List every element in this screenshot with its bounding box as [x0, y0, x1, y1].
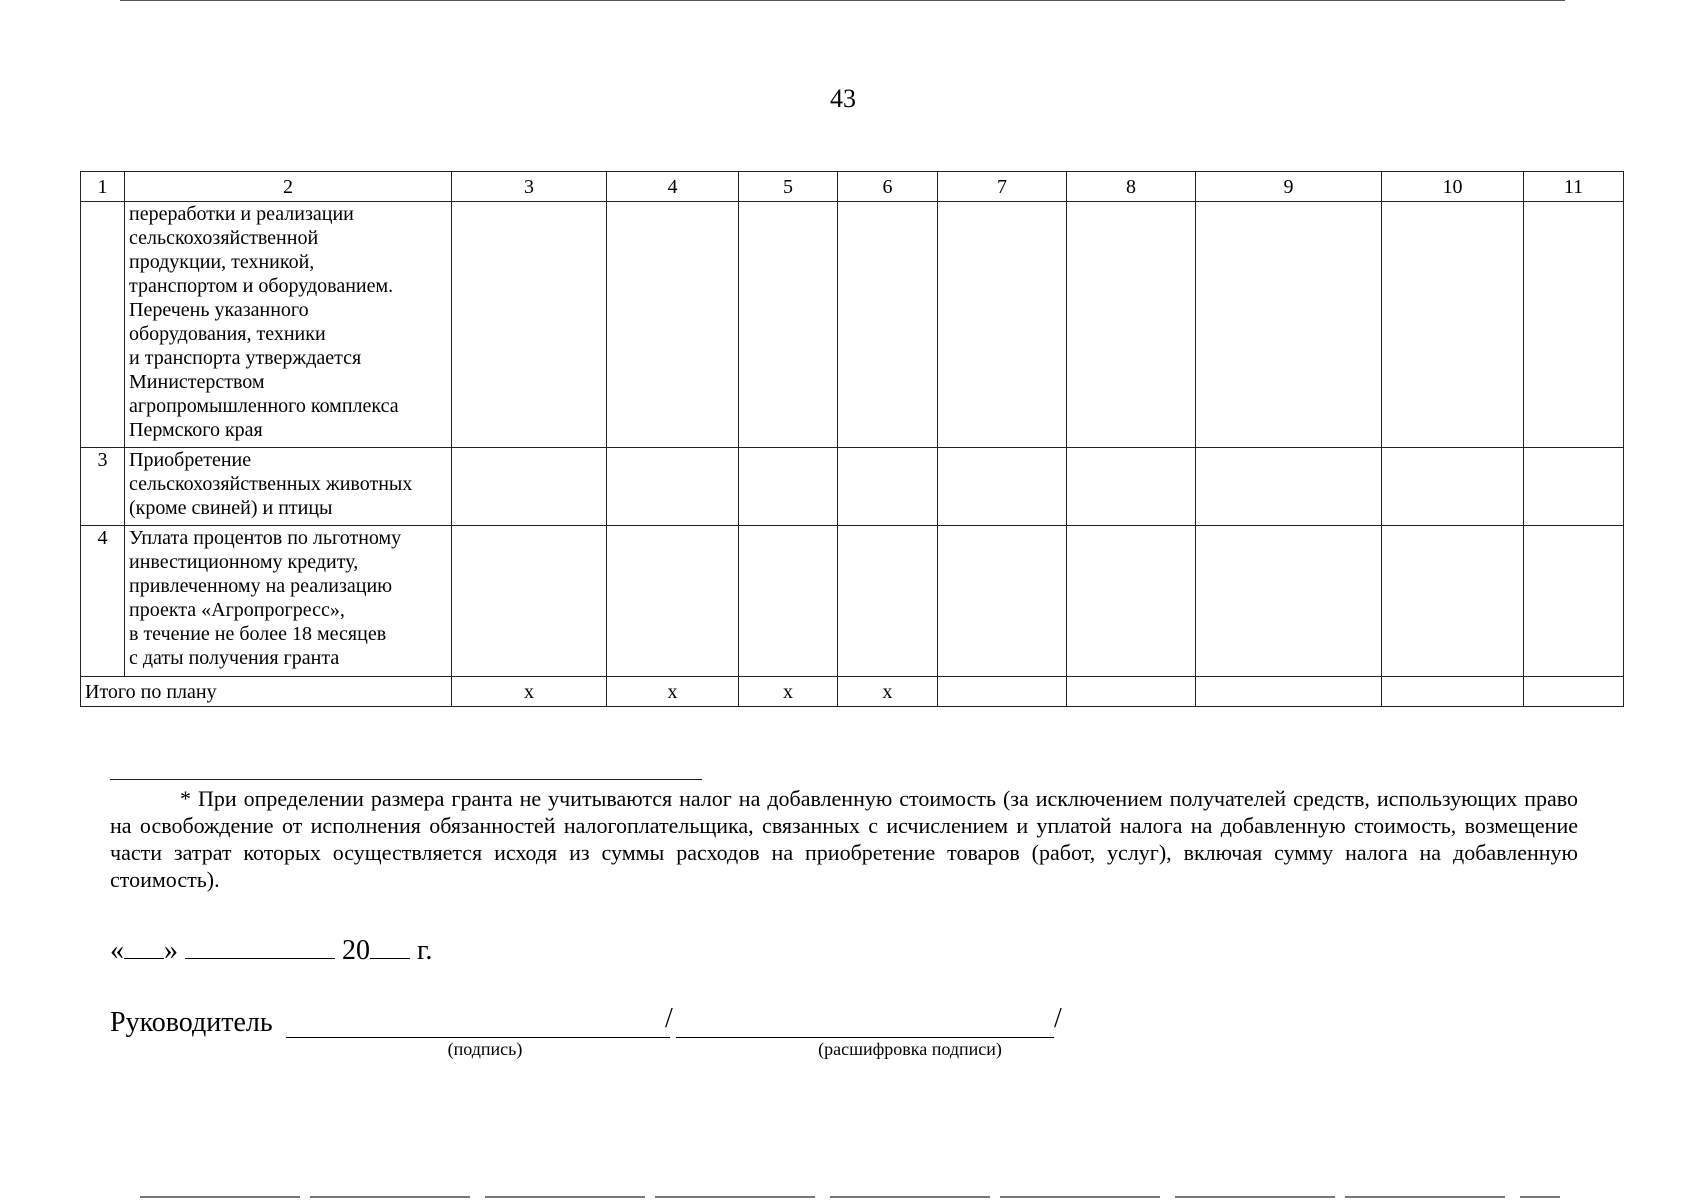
table-cell — [1067, 202, 1196, 448]
table-cell — [607, 202, 739, 448]
footnote-separator — [110, 779, 702, 780]
close-quote: » — [164, 935, 178, 966]
table-cell — [1524, 448, 1624, 526]
table-cell — [1382, 526, 1524, 677]
table-cell — [607, 526, 739, 677]
column-number: 9 — [1196, 172, 1382, 202]
table-cell — [1382, 677, 1524, 707]
table-cell — [739, 448, 838, 526]
table-cell — [1067, 526, 1196, 677]
not-applicable-mark: x — [838, 677, 938, 707]
signature-decode-line — [676, 1037, 1054, 1038]
table-cell — [607, 448, 739, 526]
not-applicable-mark: x — [452, 677, 607, 707]
table-cell — [739, 202, 838, 448]
table-row — [81, 448, 1624, 526]
column-number-row — [81, 172, 1624, 202]
row-number — [81, 202, 125, 448]
table-cell — [938, 202, 1067, 448]
column-number: 3 — [452, 172, 607, 202]
table-cell — [938, 526, 1067, 677]
signature-caption: (подпись) — [447, 1039, 523, 1059]
table-cell — [739, 526, 838, 677]
day-blank — [124, 936, 164, 959]
column-number: 1 — [81, 172, 125, 202]
table-cell — [1067, 677, 1196, 707]
row-number: 3 — [81, 448, 125, 526]
row-number: 4 — [81, 526, 125, 677]
table-cell — [452, 448, 607, 526]
table-cell — [1196, 202, 1382, 448]
table-cell — [1524, 202, 1624, 448]
column-number: 2 — [125, 172, 452, 202]
column-number: 10 — [1382, 172, 1524, 202]
month-blank — [185, 936, 335, 959]
table-cell — [1067, 448, 1196, 526]
table-row — [81, 526, 1624, 677]
not-applicable-mark: x — [739, 677, 838, 707]
table-cell — [838, 202, 938, 448]
table-cell — [838, 448, 938, 526]
head-label: Руководитель — [110, 1007, 273, 1038]
table-cell — [1196, 448, 1382, 526]
signature-decode-caption: (расшифровка подписи) — [818, 1039, 1002, 1059]
total-row — [81, 677, 1624, 707]
not-applicable-mark: x — [607, 677, 739, 707]
column-number: 6 — [838, 172, 938, 202]
table-row — [81, 202, 1624, 448]
separator-slash: / — [1054, 1003, 1062, 1034]
table-cell — [938, 677, 1067, 707]
table-cell — [1196, 677, 1382, 707]
table-cell — [1196, 526, 1382, 677]
column-number: 8 — [1067, 172, 1196, 202]
row-description: Уплата процентов по льготному инвестиционному кредиту, привлеченному на реализацию проекта «Агропрогресс», в течение не более 18 месяцев с даты получения гранта — [125, 526, 452, 677]
grant-plan-table — [80, 171, 1624, 707]
table-cell — [452, 202, 607, 448]
signature-line — [286, 1037, 670, 1038]
table-cell — [1382, 202, 1524, 448]
column-number: 4 — [607, 172, 739, 202]
year-suffix: г. — [417, 935, 433, 966]
table-cell — [452, 526, 607, 677]
table-cell — [838, 526, 938, 677]
page-number: 43 — [830, 84, 856, 113]
table-cell — [1382, 448, 1524, 526]
total-label: Итого по плану — [81, 677, 452, 707]
column-number: 7 — [938, 172, 1067, 202]
open-quote: « — [110, 935, 124, 966]
date-line — [110, 935, 432, 967]
separator-slash: / — [665, 1003, 673, 1034]
table-cell — [1524, 677, 1624, 707]
footnote: * При определении размера гранта не учитываются налог на добавленную стоимость (за исключением получателей средств, использующих право на освобождение от исполнения обязанностей налогоплательщика, связанных с исчислением и уплатой налога на добавленную стоимость, возмещение части затрат которых осуществляется исходя из суммы расходов на приобретение товаров (работ, услуг), включая сумму налога на добавленную стоимость). — [110, 786, 1578, 892]
row-description: Приобретение сельскохозяйственных животных (кроме свиней) и птицы — [125, 448, 452, 526]
column-number: 11 — [1524, 172, 1624, 202]
row-description: переработки и реализации сельскохозяйственной продукции, техникой, транспортом и оборудованием. Перечень указанного оборудования, техники и транспорта утверждается Министерством агропромышленного комплекса Пермского края — [125, 202, 452, 448]
table-cell — [1524, 526, 1624, 677]
scan-edge-top — [120, 0, 1565, 1]
column-number: 5 — [739, 172, 838, 202]
year-blank — [370, 936, 410, 959]
year-prefix: 20 — [342, 935, 370, 966]
table-cell — [938, 448, 1067, 526]
scan-edge-bottom — [140, 1196, 1560, 1198]
